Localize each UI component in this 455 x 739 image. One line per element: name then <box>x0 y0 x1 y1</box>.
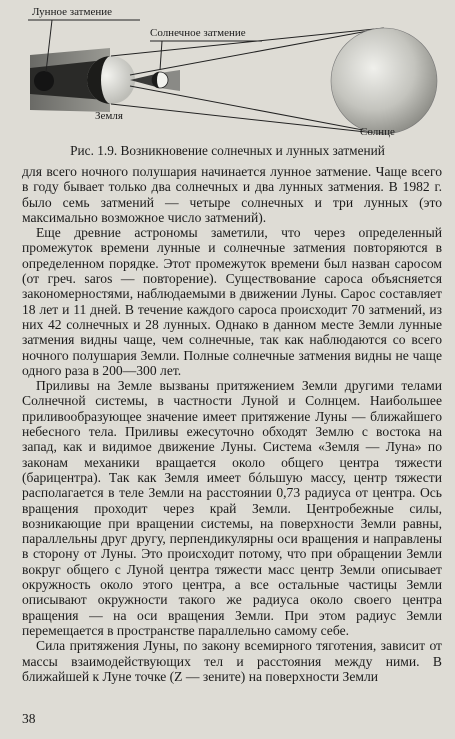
moon-in-shadow <box>34 71 54 91</box>
sun <box>331 28 437 134</box>
paragraph-3: Приливы на Земле вызваны притяжением Земли другими телами Солнечной системы, в частности Луной и Солнцем. Наибольшее приливообразующее значение имеет притяжение Луны — ближайшего небесного тела. Приливы ежесуточно обходят Землю с востока на запад, как и видимое движение Луны. Система «Земля — Луна» по законам механики вращается около общего центра тяжести (барицентра). Так как Земля имеет бóльшую массу, центр тяжести располагается в теле Земли на расстоянии 0,73 радиуса от центра. Ось вращения проходит через край Земли. Центробежные силы, возникающие при вращении системы, на поверхности Земли равны, параллельны друг другу, перпендикулярны оси вращения и направлены в сторону от Луны. Это происходит потому, что при обращении Земли вокруг общего с Луной центра тяжести масс центр Земли описывает окружность около этого центра, а все остальные частицы Земли описывают окружности такого же радиуса около своего центра вращения — на оси вращения Земли. При этом радиус Земли перемещается в пространстве параллельно самому себе. <box>22 378 442 638</box>
solar-eclipse-label: Солнечное затмение <box>150 27 246 39</box>
paragraph-1: для всего ночного полушария начинается лунное затмение. Чаще всего в году бывает только два солнечных и два лунных затмения. В 1982 г. было семь затмений — четыре солнечных и три лунных (это максимально возможное число затмений). <box>22 164 442 225</box>
paragraph-4: Сила притяжения Луны, по закону всемирного тяготения, зависит от массы взаимодействующих тел и расстояния между ними. В ближайшей к Луне точке (Z — зените) на поверхности Земли <box>22 638 442 684</box>
figure-caption: Рис. 1.9. Возникновение солнечных и лунных затмений <box>70 143 385 158</box>
earth-label: Земля <box>95 110 123 122</box>
page-number: 38 <box>22 711 36 726</box>
sun-label: Солнце <box>360 126 395 138</box>
paragraph-2: Еще древние астрономы заметили, что через определенный промежуток времени лунные и солнечные затмения повторяются в определенном порядке. Этот промежуток времени был назван саросом (от греч. saros — повторение). Существование сароса объясняется закономерностями, наблюдаемыми в движении Луны. Сарос составляет 18 лет и 11 дней. В течение каждого сароса происходит 70 затмений, из них 42 солнечных и 28 лунных. Однако в данном месте Земли лунные затмения видны чаще, чем солнечные, так как наблюдаются со всего ночного полушария Земли. Полные солнечные затмения видны не чаще одного раза в 200—300 лет. <box>22 225 442 378</box>
body-text <box>22 164 442 684</box>
eclipse-figure <box>0 0 455 140</box>
lunar-eclipse-label: Лунное затмение <box>32 6 112 18</box>
